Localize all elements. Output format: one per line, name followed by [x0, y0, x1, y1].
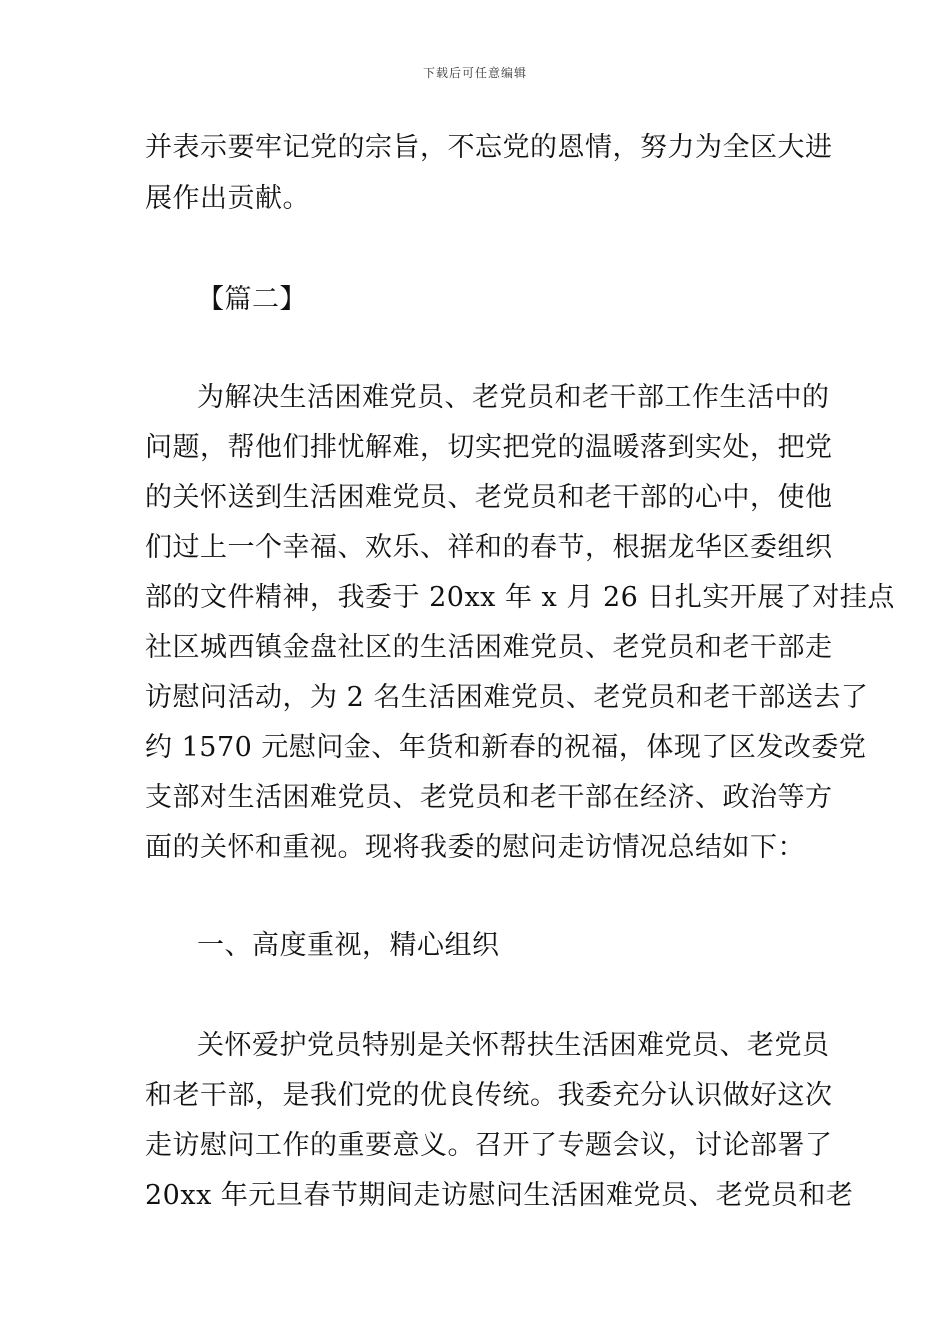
- closing-line-2: 展作出贡献。: [145, 183, 310, 214]
- para-1-line-4: 20xx 年元旦春节期间走访慰问生活困难党员、老党员和老: [145, 1180, 854, 1211]
- para-1-line-1: 关怀爱护党员特别是关怀帮扶生活困难党员、老党员: [197, 1030, 830, 1061]
- section-title: 【篇二】: [197, 284, 307, 315]
- intro-line-1: 为解决生活困难党员、老党员和老干部工作生活中的: [197, 382, 830, 413]
- para-1-line-3: 走访慰问工作的重要意义。召开了专题会议，讨论部署了: [145, 1130, 833, 1161]
- intro-line-7: 访慰问活动，为 2 名生活困难党员、老党员和老干部送去了: [145, 682, 869, 713]
- intro-line-8: 约 1570 元慰问金、年货和新春的祝福，体现了区发改委党: [145, 732, 867, 763]
- closing-line-1: 并表示要牢记党的宗旨，不忘党的恩情，努力为全区大进: [145, 132, 833, 163]
- intro-line-3: 的关怀送到生活困难党员、老党员和老干部的心中，使他: [145, 482, 833, 513]
- intro-line-9: 支部对生活困难党员、老党员和老干部在经济、政治等方: [145, 782, 833, 813]
- heading-1: 一、高度重视，精心组织: [197, 930, 500, 961]
- intro-line-6: 社区城西镇金盘社区的生活困难党员、老党员和老干部走: [145, 632, 833, 663]
- intro-line-5: 部的文件精神，我委于 20xx 年 x 月 26 日扎实开展了对挂点: [145, 582, 895, 613]
- page-header: 下载后可任意编辑: [422, 66, 527, 80]
- intro-line-4: 们过上一个幸福、欢乐、祥和的春节，根据龙华区委组织: [145, 532, 833, 563]
- intro-line-10: 面的关怀和重视。现将我委的慰问走访情况总结如下：: [145, 832, 805, 863]
- intro-line-2: 问题，帮他们排忧解难，切实把党的温暖落到实处，把党: [145, 432, 833, 463]
- para-1-line-2: 和老干部，是我们党的优良传统。我委充分认识做好这次: [145, 1080, 833, 1111]
